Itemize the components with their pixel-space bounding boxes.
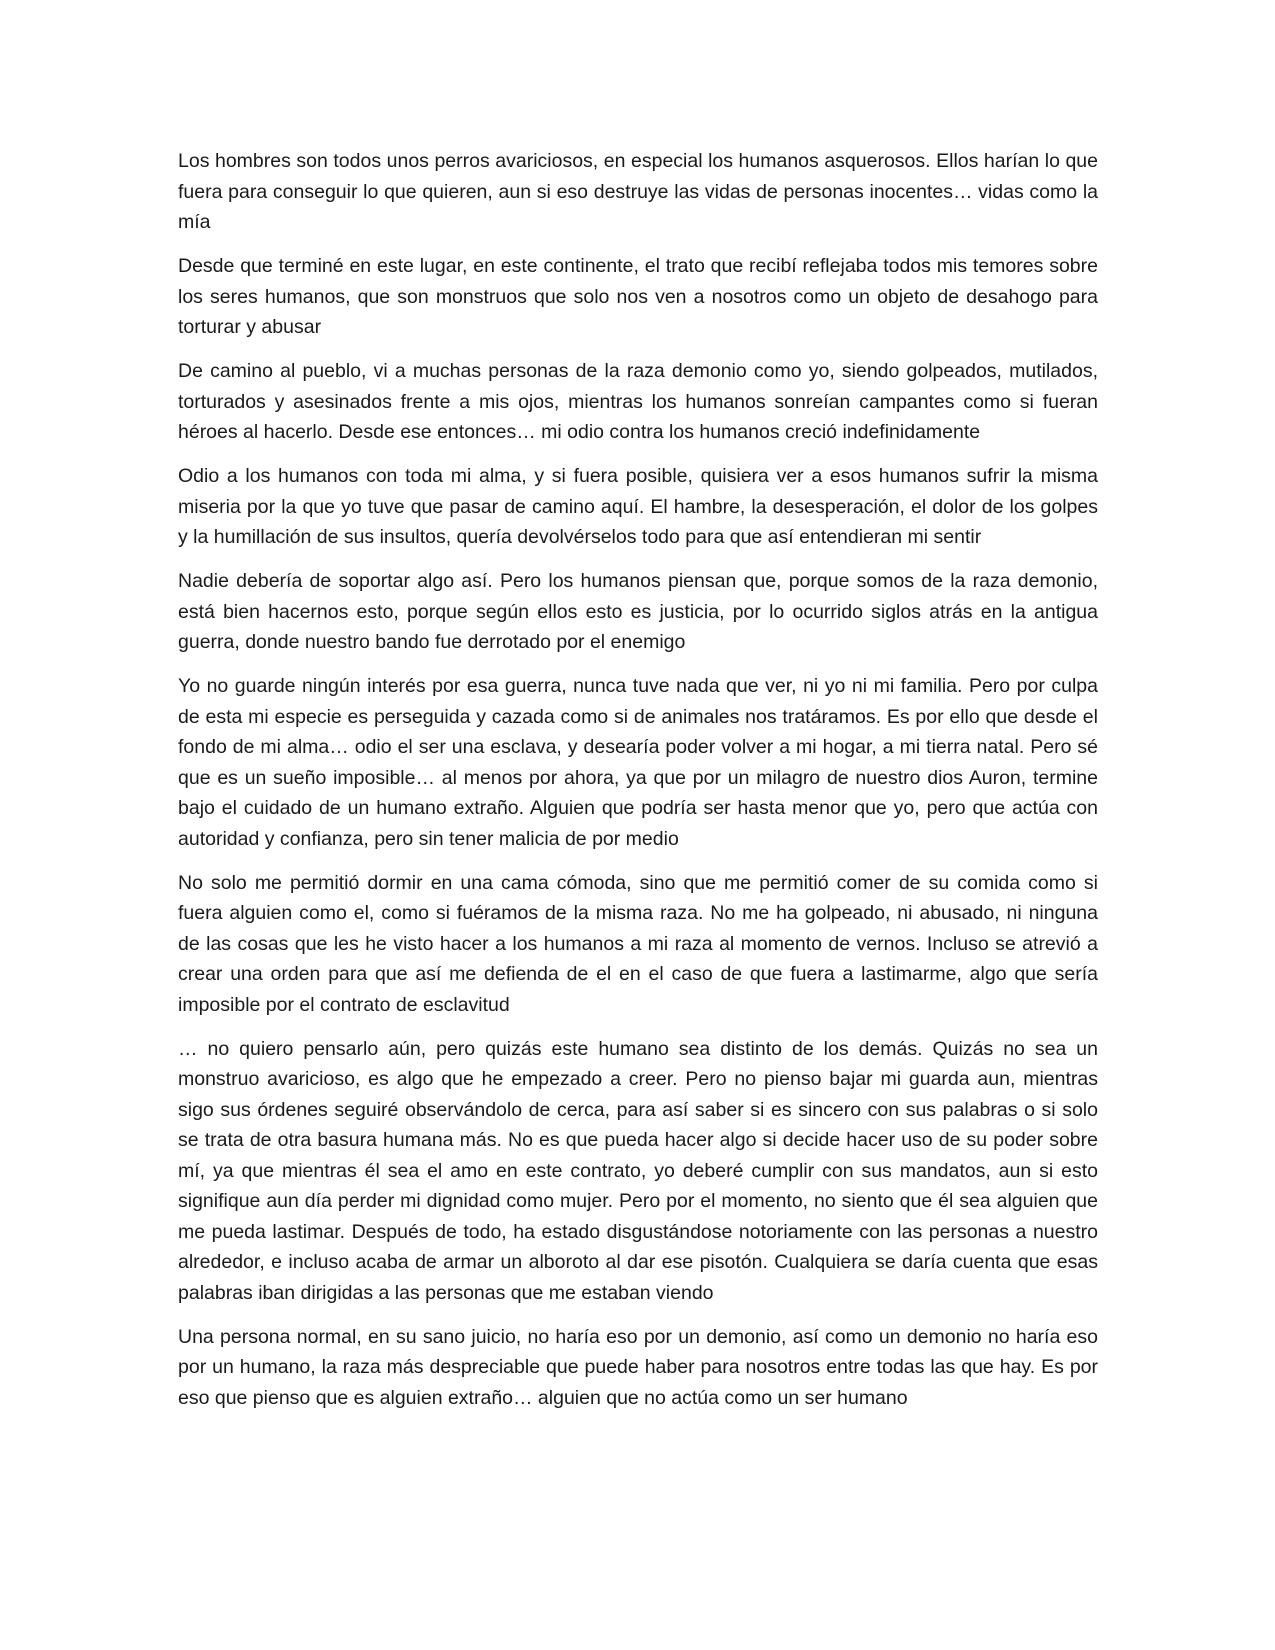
paragraph-7: No solo me permitió dormir en una cama cómoda, sino que me permitió comer de su comida como si fuera alguien como el, como si fuéramos de la misma raza. No me ha golpeado, ni abusado, ni ninguna de las cosas que les he visto hacer a los humanos a mi raza al momento de vernos. Incluso se atrevió a crear una orden para que así me defienda de el en el caso de que fuera a lastimarme, algo que sería imposible por el contrato de esclavitud <box>178 871 1098 1016</box>
paragraph-9: Una persona normal, en su sano juicio, no haría eso por un demonio, así como un demonio no haría eso por un humano, la raza más despreciable que puede haber para nosotros entre todas las que hay. Es por eso que pienso que es alguien extraño… alguien que no actúa como un ser humano <box>178 1325 1098 1409</box>
paragraph-5: Nadie debería de soportar algo así. Pero los humanos piensan que, porque somos de la raza demonio, está bien hacernos esto, porque según ellos esto es justicia, por lo ocurrido siglos atrás en la antigua guerra, donde nuestro bando fue derrotado por el enemigo <box>178 570 1098 653</box>
paragraph-1: Los hombres son todos unos perros avariciosos, en especial los humanos asquerosos. Ellos harían lo que fuera para conseguir lo que quieren, aun si eso destruye las vidas de personas inocentes… vidas como la mía <box>178 150 1098 233</box>
paragraph-6: Yo no guarde ningún interés por esa guerra, nunca tuve nada que ver, ni yo ni mi familia. Pero por culpa de esta mi especie es perseguida y cazada como si de animales nos tratáramos. Es por ello que desde el fondo de mi alma… odio el ser una esclava, y desearía poder volver a mi hogar, a mi tierra natal. Pero sé que es un sueño imposible… al menos por ahora, ya que por un milagro de nuestro dios Auron, termine bajo el cuidado de un humano extraño. Alguien que podría ser hasta menor que yo, pero que actúa con autoridad y confianza, pero sin tener malicia de por medio <box>178 675 1098 850</box>
paragraph-2: Desde que terminé en este lugar, en este continente, el trato que recibí reflejaba todos mis temores sobre los seres humanos, que son monstruos que solo nos ven a nosotros como un objeto de desahogo para torturar y abusar <box>178 255 1098 338</box>
paragraph-3: De camino al pueblo, vi a muchas personas de la raza demonio como yo, siendo golpeados, mutilados, torturados y asesinados frente a mis ojos, mientras los humanos sonreían campantes como si fueran héroes al hacerlo. Desde ese entonces… mi odio contra los humanos creció indefinidamente <box>178 360 1098 443</box>
document-body <box>178 146 1098 1427</box>
paragraph-4: Odio a los humanos con toda mi alma, y si fuera posible, quisiera ver a esos humanos sufrir la misma miseria por la que yo tuve que pasar de camino aquí. El hambre, la desesperación, el dolor de los golpes y la humillación de sus insultos, quería devolvérselos todo para que así entendieran mi sentir <box>178 465 1098 548</box>
paragraph-8: … no quiero pensarlo aún, pero quizás este humano sea distinto de los demás. Quizás no sea un monstruo avaricioso, es algo que he empezado a creer. Pero no pienso bajar mi guarda aun, mientras sigo sus órdenes seguiré observándolo de cerca, para así saber si es sincero con sus palabras o si solo se trata de otra basura humana más. No es que pueda hacer algo si decide hacer uso de su poder sobre mí, ya que mientras él sea el amo en este contrato, yo deberé cumplir con sus mandatos, aun si esto signifique aun día perder mi dignidad como mujer. Pero por el momento, no siento que él sea alguien que me pueda lastimar. Después de todo, ha estado disgustándose notoriamente con las personas a nuestro alrededor, e incluso acaba de armar un alboroto al dar ese pisotón. Cualquiera se daría cuenta que esas palabras iban dirigidas a las personas que me estaban viendo <box>178 1037 1098 1304</box>
